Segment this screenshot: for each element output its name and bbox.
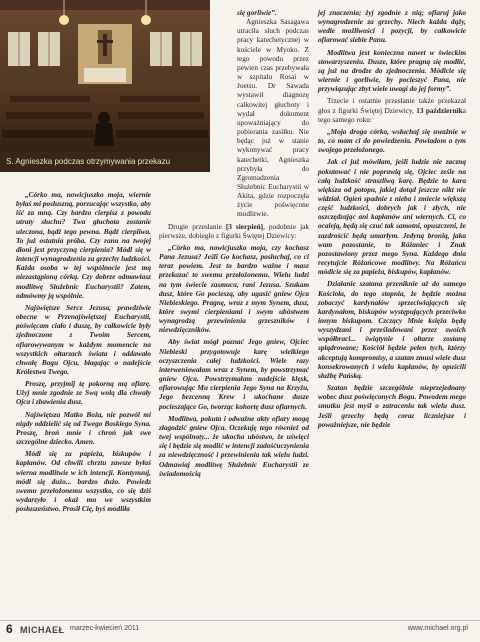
paragraph: Modlitwa, pokuta i odważne akty ofiary mogą złagodzić gniew Ojca. Oczekuję tego również od twej wspólnoty... że ukocha ubóstwo, że uświęci się i będzie się modlić w intencji zadośćuczynienia za niewdzięczność i przewinienia tak wielu ludzi. Odmawiaj modlitwę Służebnic Eucharystii ze świadomością (159, 413, 309, 478)
column-2 (159, 8, 309, 478)
date-highlight: 13 październik (416, 105, 463, 115)
paragraph: Jak ci już mówiłam, jeśli ludzie nie zaczną pokutować i nie poprawią się, Ojciec ześle na całą ludzkość straszliwą karę. Będzie to kara większa od potopu, jakiej dotąd jeszcze nikt nie widział. Ogień spadnie z nieba i zmiecie większą część ludzkości, dobrych jak i złych, nie oszczędzając ani kapłanów ani wiernych. Ci, co ocaleją, będą się czuć tak samotni, opuszczeni, że zazdrościć będą umarłym. Jedyną bronią, jaka wam pozostanie, to Różaniec i Znak pozostawiony przez mego Syna. Każdego dnia recytujcie Różańcowe modlitwy. Na Różańcu módlcie się za papieża, biskupów, kapłanów. (318, 157, 466, 277)
paragraph: „Córko ma, nowicjuszko moja, czy kochasz Pana Jezusa? Jeśli Go kochasz, posłuchaj, co ci teraz powiem. Jest to bardzo ważne i masz przekazać to swemu przełożonemu. Wielu ludzi na tym świecie zasmuca, rani Jezusa. Szukam dusz, które Go pocieszą, aby ugasić gniew Ojca Niebieskiego. Pragnę, wraz z mym Synem, dusz, które swymi cierpieniami i swym ubóstwem wynagrodzą przewinienia grzeszników i niewdzięczników. (159, 242, 309, 335)
paragraph: Działanie szatana przeniknie aż do samego Kościoła, do tego stopnia, że będzie można zobaczyć kardynałów sprzeciwiających się kardynałom, biskupów występujących przeciwko innym biskupom. Czczący Mnie księża będą wyszydzani i prześladowani przez swoich współbraci... świątynie i ołtarze zostaną splądrowane; Kościół będzie pełen tych, którzy akceptują kompromisy, a szatan zmusi wiele dusz konsekrowanych i wielu kapłanów, by opuścili służbę Pańską. (318, 279, 466, 380)
text-run: Trzecie i ostatnie przesłanie także przekazał głos z figurki Świętej Dziewicy, (318, 96, 466, 115)
paragraph: Proszę, przyjmij tę pokorną mą ofiarę. Użyj mnie zgodnie ze Swą wolą dla chwały Ojca i zbawienia dusz. (16, 379, 151, 407)
paragraph: jej znaczenia; żyj zgodnie z nią; ofiaruj jako wynagrodzenie za grzechy. Niech każda dąży, wedle możliwości i pozycji, by całkowicie ofiarować siebie Panu. (318, 8, 466, 45)
paragraph: Szatan będzie szczególnie nieprzejednany wobec dusz poświęconych Bogu. Powodem mego smutku jest myśl o zatraceniu tak wielu dusz. Jeśli grzechy będą coraz liczniejsze i poważniejsze, nie będzie (318, 383, 466, 429)
paragraph: Agnieszka Sasagawa utraciła słuch podczas pracy katechetycznej w kościele w Myoko. Z tego powodu przez pewien czas przebywała w szpitalu Rosai w Joetsu. Dr Sawada wystawił diagnozę całkowitej głuchoty i wydał dokument upoważniający do pobierania zasiłku. Nie będąc już w stanie wykonywać pracy katechetki, Agnieszka przybyła do Zgromadzenia Służebnic Eucharystii w Akita, gdzie rozpoczęła życie poświęcone modlitwie. (237, 17, 309, 219)
page-number: 6 (6, 622, 13, 636)
paragraph: Najświętsze Serce Jezusa, prawdziwie obecne w Przenajświętszej Eucharystii, poświęcam ciało i duszę, by całkowicie były zjednoczone z Twoim Sercem, ofiarowywanym w każdym momencie na wszystkich ołtarzach świata i oddawało chwałę Bogu Ojcu, błagając o nadejście Królestwa Twego. (16, 302, 151, 376)
paragraph: Modlitwa jest konieczna nawet w świeckim stowarzyszeniu. Dusze, które pragną się modlić, są już na drodze do zjednoczenia. Módlcie się wiernie i gorliwie, by pocieszyć Pana, nie przywiązując zbyt wiele uwagi do jej formy”. (318, 47, 466, 94)
paragraph: „Moja droga córko, wsłuchaj się uważnie w to, co mam ci do powiedzenia. Powiadom o tym swojego przełożonego. (318, 126, 466, 155)
paragraph: „Córko ma, nowicjuszko moja, wiernie byłaś mi posłuszną, porzucając wszystko, aby iść za mną. Czy bardzo cierpisz z powodu utraty słuchu? Twa głuchota zostanie uleczona, bądź tego pewna. Bądź cierpliwa. To już ostatnia próba. Czy rana na twojej dłoni jest przyczyną cierpienia? Módl się w intencji wynagrodzenia za grzechy ludzkości. Każda osoba w tej wspólnocie jest mą niezastąpioną córką. Czy dobrze odmawiasz modlitwę Służebnic Eucharystii? Zatem, odmówmy ją wspólnie. (16, 190, 151, 300)
paragraph (159, 222, 309, 240)
paragraph: się gorliwie”. (237, 8, 277, 17)
paragraph: Aby świat mógł poznać Jego gniew, Ojciec Niebieski przygotowuje karę wielkiego oczyszczenia całej ludzkości. Wiele razy interweniowałam wraz z Synem, by powstrzymać gniew Ojca. Powstrzymałam nadejście klęsk, ofiarowując Mu cierpienia Jego Syna na Krzyżu, Jego bezcenną Krew i ukochane dusze pocieszające Go, tworząc kohortę dusz ofiarnych. (159, 337, 309, 411)
paragraph: Módl się za papieża, biskupów i kapłanów. Od chwili chrztu zawsze byłaś wierna modlitwie w ich intencji. Kontynuuj, módl się dużo... bardzo dużo. Powiedz swemu przełożonemu wszystko, co się dziś wydarzyło i okaż mu we wszystkim posłuszeństwo. Prosił Cię, byś modliła (16, 449, 151, 514)
text-run: Drugie przesłanie (168, 221, 226, 231)
text-run: , podobnie jak pierwsze, dobiegło z figurki Świętej Dziewicy: (159, 221, 309, 240)
date-highlight: [3 sierpień] (225, 221, 264, 231)
text-run: a tego samego roku: (318, 105, 466, 124)
paragraph: Najświętsza Matko Boża, nie pozwól mi nigdy oddzielić się od Twego Boskiego Syna. Proszę, broń mnie i chroń jak swe szczególne dziecko. Amen. (16, 409, 151, 447)
column-1 (16, 190, 151, 513)
magazine-logo: MICHAEŁ (20, 625, 65, 635)
photo-caption: S. Agnieszka podczas otrzymywania przekazu (0, 152, 210, 172)
website-url: www.michael.org.pl (407, 625, 468, 632)
paragraph (318, 96, 466, 123)
footer-divider (0, 620, 480, 621)
page-footer (0, 620, 480, 642)
column-3 (318, 8, 466, 429)
issue-date: marzec-kwiecień 2011 (70, 625, 140, 632)
